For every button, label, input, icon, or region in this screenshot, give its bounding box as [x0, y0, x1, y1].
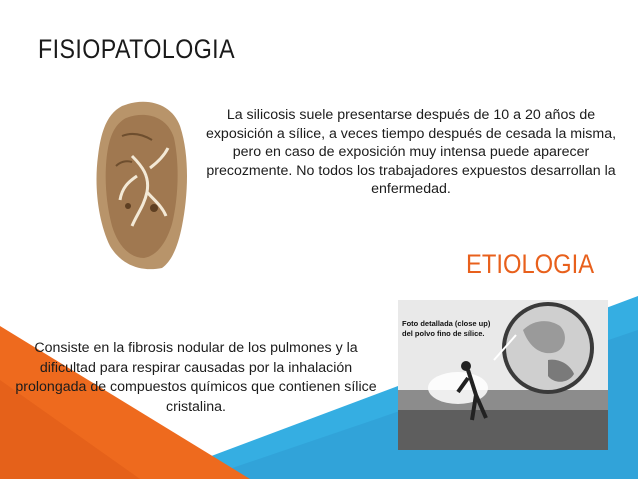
etiologia-heading: ETIOLOGIA [466, 249, 595, 279]
lung-tissue-image [92, 96, 192, 272]
silica-dust-photo [398, 300, 608, 450]
photo-caption-line1: Foto detallada (close up) [402, 319, 491, 328]
intro-paragraph: La silicosis suele presentarse después de 10 a 20 años de exposición a sílice, a veces tiempo después de cesada la misma, pero en caso de exposición muy intensa puede aparecer precozmente. No todos los trabajadores expuestos desarrollan la enfermedad. [205, 107, 617, 198]
slide-title: FISIOPATOLOGIA [38, 34, 235, 64]
photo-caption-line2: del polvo fino de sílice. [402, 329, 485, 338]
photo-illustration [398, 300, 608, 450]
definition-paragraph: Consiste en la fibrosis nodular de los pulmones y la dificultad para respirar causadas por la inhalación prolongada de compuestos químicos que contienen sílice cristalina. [15, 340, 377, 415]
